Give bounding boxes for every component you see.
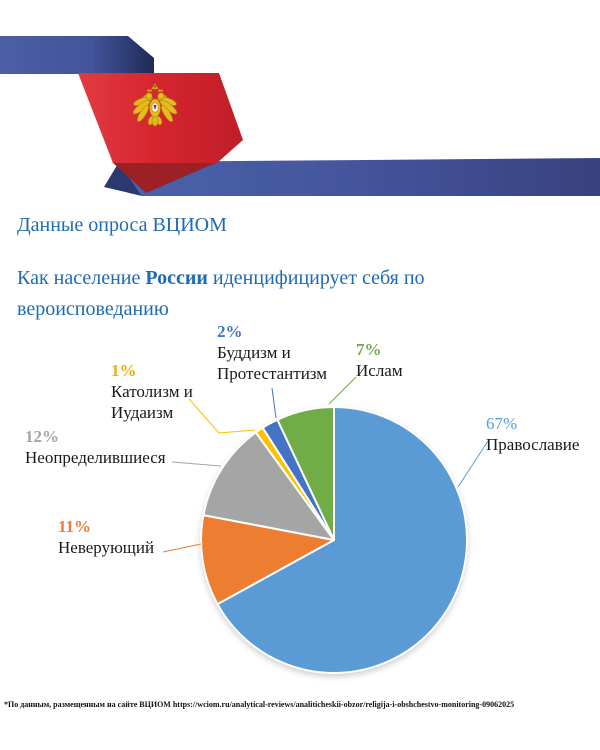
pie-label-text-katolizm-iudaizm: Иудаизм bbox=[111, 403, 174, 422]
pie-label-pct-neopredelivshiesya: 12% bbox=[25, 427, 59, 446]
leader-line-pravoslavie bbox=[458, 441, 488, 487]
pie-label-text-islam: Ислам bbox=[356, 361, 403, 380]
leader-line-neopredelivshiesya bbox=[172, 462, 221, 466]
pie-label-pct-pravoslavie: 67% bbox=[486, 414, 518, 433]
pie-label-text-neveruyushchiy: Неверующий bbox=[58, 538, 155, 557]
pie-label-text-katolizm-iudaizm: Католизм и bbox=[111, 382, 193, 401]
subtitle-text-2: иденцифицирует себя по bbox=[207, 267, 425, 289]
pie-label-text-buddizm-protestantizm: Буддизм и bbox=[217, 343, 291, 362]
subtitle-text-1: Как население bbox=[17, 267, 146, 289]
pie-label-pravoslavie bbox=[486, 413, 579, 455]
pie-label-buddizm-protestantizm bbox=[217, 321, 327, 384]
page-title: Данные опроса ВЦИОМ bbox=[17, 214, 227, 236]
leader-line-islam bbox=[329, 377, 356, 404]
source-note: *По данным, размещенным на сайте ВЦИОМ https://wciom.ru/analytical-reviews/analiticheskii-obzor/religija-i-obshchestvo-monitoring-09062025 bbox=[4, 700, 515, 709]
pie-label-neopredelivshiesya bbox=[25, 426, 166, 468]
pie-label-text-neopredelivshiesya: Неопределившиеся bbox=[25, 448, 166, 467]
leader-line-neveruyushchiy bbox=[163, 544, 201, 552]
pie-label-pct-katolizm-iudaizm: 1% bbox=[111, 361, 137, 380]
pie-label-neveruyushchiy bbox=[58, 516, 154, 558]
subtitle-text-3: вероисповеданию bbox=[17, 298, 169, 320]
subtitle-bold-russia: России bbox=[145, 267, 208, 289]
pie-label-islam bbox=[356, 339, 403, 381]
pie-label-pct-islam: 7% bbox=[356, 340, 382, 359]
leader-line-buddizm-protestantizm bbox=[272, 388, 276, 418]
leader-line-katolizm-iudaizm bbox=[189, 399, 255, 433]
pie-label-pct-neveruyushchiy: 11% bbox=[58, 517, 92, 536]
pie-label-text-buddizm-protestantizm: Протестантизм bbox=[217, 364, 328, 383]
pie-label-pct-buddizm-protestantizm: 2% bbox=[217, 322, 243, 341]
pie-label-katolizm-iudaizm bbox=[111, 360, 193, 423]
pie-label-text-pravoslavie: Православие bbox=[486, 435, 580, 454]
